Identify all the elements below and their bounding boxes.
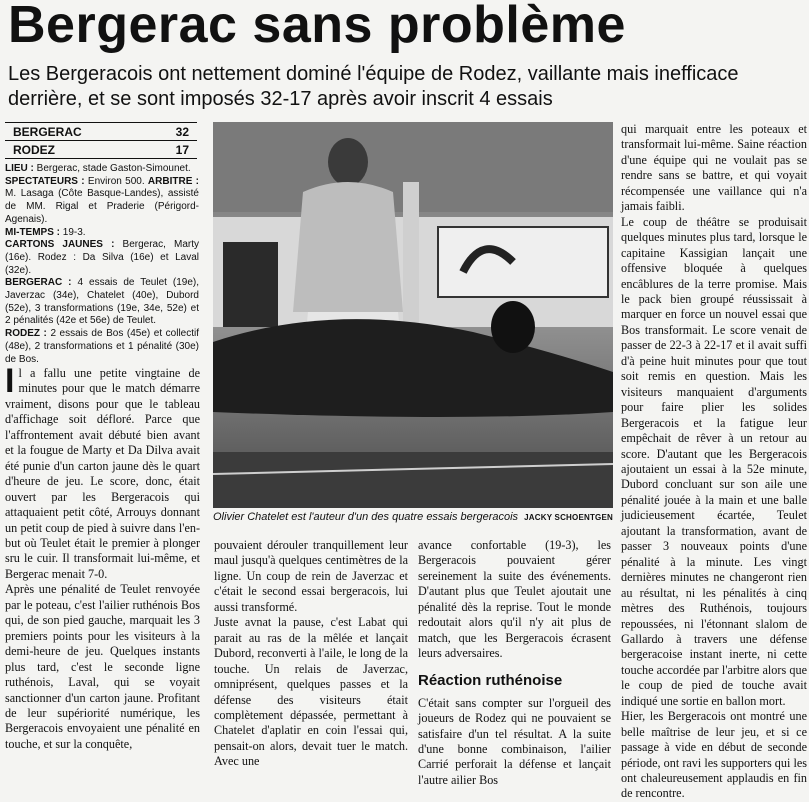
article-column-4 — [621, 122, 807, 802]
article-column-2 — [214, 538, 408, 770]
fact-label: LIEU : — [5, 163, 34, 174]
scorebox — [5, 122, 197, 159]
headline: Bergerac sans problème — [8, 0, 626, 54]
fact-rodez — [5, 328, 199, 366]
photo-caption: Olivier Chatelet est l'auteur d'un des quatre essais bergeracois — [213, 511, 519, 523]
score-row-away — [5, 140, 197, 159]
fact-text: 19-3. — [62, 226, 86, 238]
fact-label: RODEZ : — [5, 328, 47, 340]
photo-illustration — [213, 122, 613, 508]
away-score: 17 — [175, 143, 189, 157]
paragraph: Hier, les Bergeracois ont montré une belle maîtrise de leur jeu, et si ce passage à vide en début de seconde période, ont ravi les supporters qui les ont chaleureusement applaudis en fin de rencontre. — [621, 709, 807, 801]
subheading: Réaction ruthénoise — [418, 671, 563, 689]
fact-mitemps — [5, 227, 199, 240]
fact-label: CARTONS JAUNES : — [5, 239, 115, 251]
photo-credit: JACKY SCHOENTGEN — [524, 513, 613, 522]
paragraph — [5, 362, 200, 582]
fact-text: 4 essais de Teulet (19e), Javerzac (34e), Chatelet (40e), Dubord (52e), 3 transformations (19e, 34e, 52e) et 2 pénalités (42e et 56e) de Teulet. — [5, 277, 199, 327]
fact-text: Bergerac, Marty (16e). Rodez : Da Silva (16e) et Laval (32e). — [5, 239, 200, 276]
fact-label: SPECTATEURS : — [5, 175, 85, 187]
fact-cartons — [5, 239, 199, 277]
match-photo — [213, 122, 613, 508]
fact-text: Environ 500. — [87, 175, 145, 187]
fact-label: MI-TEMPS : — [5, 226, 60, 238]
paragraph: Le coup de théâtre se produisait quelques minutes plus tard, lorsque le capitaine Kassigian lançait une offensive bloquée à quelques encâblures de la terre promise. Mais le pack bien groupé réussissait à marquer en force un nouvel essai que Bos transformait. Le score venait de passer de 22-3 à 22-17 et il avait suffi d'à peine huit minutes pour que tout soit remis en question. Mais les visiteurs manquaient d'arguments pour faire plier les solides Bergeracois et la fatigue leur empêchait de rêver à un retour au score. D'autant que les Bergeracois ajoutaient un essai à la 52e minute, Dubord concluant sur son aile une pénalité jouée à la main et une balle judicieusement écartée, Teulet ajoutant la transformation, avant de passer 3 nouveaux points d'une pénalité à la minute. Les vingt dernières minutes ne changeront rien au résultat, ni les pénalités à cinq mètres des Ruthénois, toujours repoussées, ni l'étonnant slalom de Gallardo à travers une défense bergeracoise instant inerte, ni cette touche accordée par l'arbitre alors que le coup de pied de touche avait indiqué une sortie en ballon mort. — [621, 214, 807, 708]
home-score: 32 — [175, 125, 189, 139]
paragraph: pouvaient dérouler tranquillement leur maul jusqu'à quelques centimètres de la ligne. Un coup de rein de Javerzac et c'était le second essai bergeracois, lui aussi transformé. — [214, 538, 408, 614]
fact-text: M. Lasaga (Côte Basque-Landes), assisté de MM. Rigal et Praderie (Périgord-Agenais). — [5, 188, 199, 225]
paragraph-text: l a fallu une petite vingtaine de minutes pour que le match démarre vraiment, disons pour que le tableau d'affichage soit défloré. Parce que l'affrontement avait débuté bien avant et la fougue de Marty et Da Dilva avait été punie d'un carton jaune dès le quart d'heure de jeu. Le score, donc, était ouvert par les Bergeracois qui attaquaient petit côté, Arrouys donnant un petit coup de pied à suivre dans l'en-but où Teulet était le premier à plonger sru le cuir. Il transformait lui-même, et Bergerac menait 7-0. — [5, 366, 200, 581]
drop-cap: I — [5, 362, 15, 400]
standfirst: Les Bergeracois ont nettement dominé l'équipe de Rodez, vaillante mais inefficace derrière, et se sont imposés 32-17 après avoir inscrit 4 essais — [8, 63, 739, 110]
fact-text: Bergerac, stade Gaston-Simounet. — [36, 163, 191, 174]
paragraph: qui marquait entre les poteaux et transformait lui-même. Saine réaction d'une équipe qui ne voulait pas se rendre sans se battre, et qui voyait récompensée une vaillance qui n'a jamais faibli. — [621, 122, 807, 214]
fact-label: BERGERAC : — [5, 277, 72, 289]
paragraph: Après une pénalité de Teulet renvoyée par le poteau, c'est l'ailier ruthénois Bos qui, de son pied gauche, marquait les 3 premiers points pour les visiteurs à la demi-heure de jeu. Quelques instants plus tard, c'est le seconde ligne ruthénois, Laval, qui se voyait sanctionner d'un carton jaune. Profitant de leur supériorité numérique, les Bergeracois envoyaient une pénalité en touche, et sur la conquête, — [5, 582, 200, 751]
paragraph: avance confortable (19-3), les Bergeracois pouvaient gérer sereinement la suite des événements. D'autant plus que Teulet ajoutait une pénalité dès la reprise. Tout le monde redoutait alors qu'il n'y ait plus de match, que les Bergeracois écrasent leurs adversaires. — [418, 538, 611, 661]
paragraph: C'était sans compter sur l'orgueil des joueurs de Rodez qui ne pouvaient se satisfaire d'un tel résultat. A la suite d'une bonne combinaison, l'ailier Carrié perforait la défense et lançait l'autre ailier Bos — [418, 695, 611, 787]
fact-label: ARBITRE : — [147, 175, 200, 187]
home-team: BERGERAC — [13, 125, 82, 139]
away-team: RODEZ — [13, 143, 55, 157]
fact-spectateurs — [5, 176, 199, 227]
article-column-3 — [418, 538, 611, 788]
photo-caption-row — [213, 511, 613, 523]
fact-bergerac — [5, 277, 199, 328]
fact-lieu — [5, 163, 199, 176]
match-factbox — [5, 163, 199, 366]
article-column-1 — [5, 362, 200, 752]
score-row-home — [5, 122, 197, 140]
fact-text: 2 essais de Bos (45e) et collectif (48e), 2 transformations et 1 pénalité (30e) de Bos. — [5, 328, 200, 365]
paragraph: Juste avnat la pause, c'est Labat qui parait au ras de la mêlée et lançait Dubord, reconverti à l'aile, le long de la touche. Un relais de Javerzac, omniprésent, quelques passes et la défense des visiteurs était complètement dépassée, permettant à Chatelet d'aplatir en coin l'essai qui, pensait-on alors, devait tuer le match. Avec une — [214, 615, 408, 769]
